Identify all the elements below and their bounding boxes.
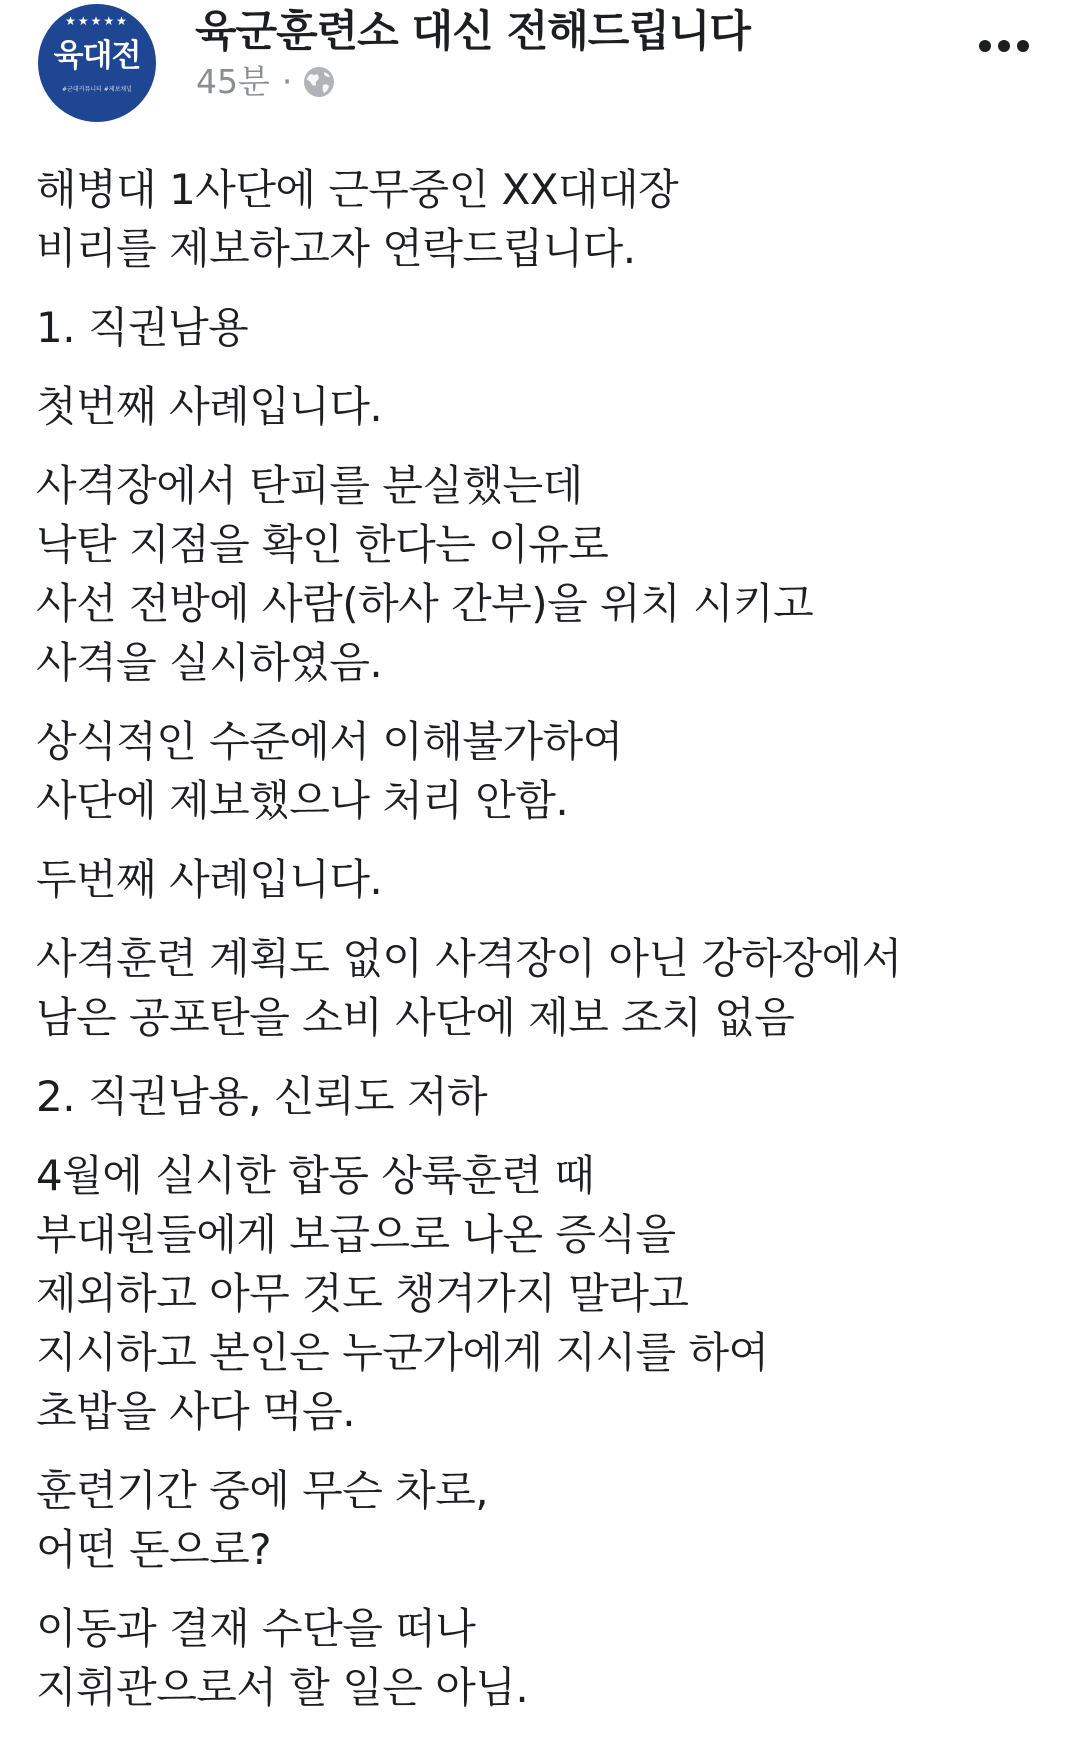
post-header [0,0,1080,130]
post-text-line: 상식적인 수준에서 이해불가하여 [36,717,623,766]
post-paragraph [36,850,1046,909]
post-paragraph [36,160,1046,278]
post-text-line: 낙탄 지점을 확인 한다는 이유로 [36,520,609,569]
post-paragraph [36,377,1046,436]
post-text-line: 훈련기간 중에 무슨 차로, [36,1466,489,1515]
avatar-stars: ★★★★★ [65,14,129,28]
post-text-line: 4월에 실시한 합동 상륙훈련 때 [36,1151,595,1200]
post-text-line: 어떤 돈으로? [36,1525,272,1574]
post-text-line: 초밥을 사다 먹음. [36,1387,356,1436]
more-options-button[interactable] [964,26,1044,66]
avatar-logo-text: 육대전 [53,38,141,74]
post-text-line: 사격장에서 탄피를 분실했는데 [36,461,583,510]
post-text-line: 지시하고 본인은 누군가에게 지시를 하여 [36,1328,769,1377]
post-paragraph [36,1461,1046,1579]
post-paragraph [36,712,1046,830]
post-text-line: 해병대 1사단에 근무중인 XX대대장 [36,165,679,214]
page-avatar[interactable] [38,4,156,122]
post-text-line: 이동과 결재 수단을 떠나 [36,1604,476,1653]
more-dot [1017,40,1029,52]
post-text-line: 비리를 제보하고자 연락드립니다. [36,224,636,273]
post-text-line: 부대원들에게 보급으로 나온 증식을 [36,1210,676,1259]
post-text-line: 사격훈련 계획도 없이 사격장이 아닌 강하장에서 [36,934,902,983]
avatar-subtext: #군대커뮤니티 #제보채널 [62,86,132,93]
post-text-line: 1. 직권남용 [36,303,249,352]
post-paragraph [36,929,1046,1047]
more-dot [998,40,1010,52]
post-text-line: 2. 직권남용, 신뢰도 저하 [36,1072,488,1121]
post-text-line: 두번째 사례입니다. [36,855,383,904]
post-body [36,160,1046,1737]
post-text-line: 사격을 실시하였음. [36,638,383,687]
post-paragraph [36,1146,1046,1441]
post-meta [196,62,336,102]
globe-icon[interactable] [302,65,336,99]
more-options-icon [979,40,991,52]
post-text-line: 제외하고 아무 것도 챙겨가지 말라고 [36,1269,689,1318]
page-name-link[interactable]: 육군훈련소 대신 전해드립니다 [195,7,750,57]
meta-separator: · [281,62,293,101]
post-paragraph [36,1067,1046,1126]
post-text-line: 첫번째 사례입니다. [36,382,383,431]
post-paragraph [36,298,1046,357]
post-timestamp[interactable]: 45분 [196,62,270,101]
post-paragraph [36,1599,1046,1717]
post-text-line: 사단에 제보했으나 처리 안함. [36,776,569,825]
post-paragraph [36,456,1046,692]
post-text-line: 사선 전방에 사람(하사 간부)을 위치 시키고 [36,579,814,628]
post-text-line: 남은 공포탄을 소비 사단에 제보 조치 없음 [36,993,795,1042]
post-text-line: 지휘관으로서 할 일은 아님. [36,1663,529,1712]
